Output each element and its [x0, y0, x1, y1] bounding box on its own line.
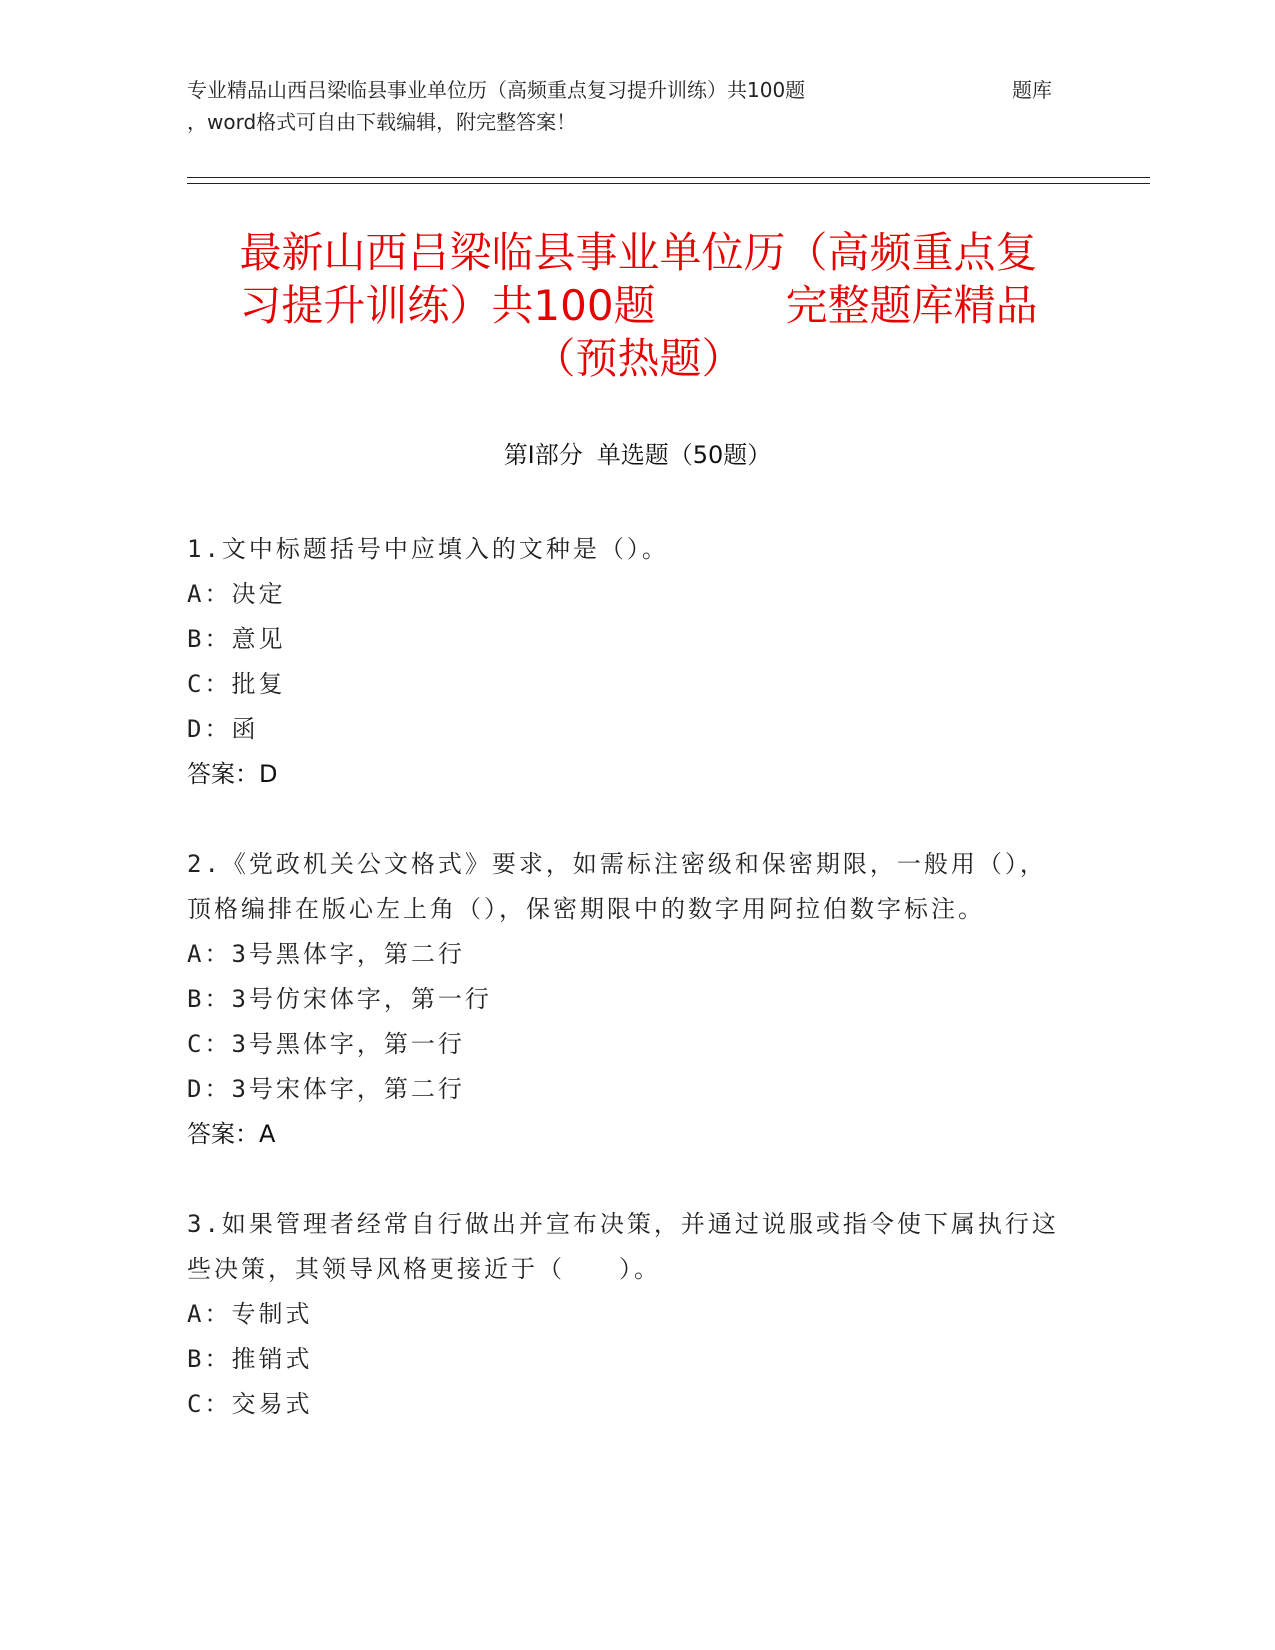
question-text: 3.如果管理者经常自行做出并宣布决策，并通过说服或指令使下属执行这些决策，其领导风格更接近于（ ）。: [187, 1210, 1059, 1283]
section-heading: [0, 438, 1275, 472]
header-text: 专业精品山西吕梁临县事业单位历（高频重点复习提升训练）共100题: [187, 78, 806, 102]
title-line-3: （预热题）: [533, 334, 744, 383]
header-line-2: ，word格式可自由下载编辑，附完整答案！: [187, 110, 577, 134]
question-text: 1.文中标题括号中应填入的文种是（）。: [187, 535, 669, 563]
option: C：批复: [187, 670, 286, 698]
option: A：3号黑体字，第二行: [187, 940, 465, 968]
title-line-2b: 完整题库精品: [785, 281, 1038, 330]
option: D：函: [187, 715, 259, 743]
document-title: [187, 226, 1090, 385]
title-line-2: [187, 279, 1090, 332]
header-tag: 题库: [1012, 78, 1052, 102]
option: D：3号宋体字，第二行: [187, 1075, 465, 1103]
option: C：3号黑体字，第一行: [187, 1030, 465, 1058]
option: B：意见: [187, 625, 286, 653]
page-header: [187, 74, 1112, 138]
option: C：交易式: [187, 1390, 313, 1418]
header-line-1: [187, 74, 1112, 106]
title-line-1: 最新山西吕梁临县事业单位历（高频重点复: [239, 228, 1038, 277]
option: A：决定: [187, 580, 286, 608]
header-divider-2: [187, 183, 1150, 184]
section-name: 单选题（50题）: [596, 441, 772, 469]
header-divider: [187, 177, 1150, 178]
question-text: 2.《党政机关公文格式》要求，如需标注密级和保密期限，一般用（），顶格编排在版心左上角（），保密期限中的数字用阿拉伯数字标注。: [187, 850, 1047, 923]
question-list: [187, 527, 1067, 1472]
option: A：专制式: [187, 1300, 313, 1328]
question: [187, 527, 1067, 797]
question: [187, 1202, 1067, 1427]
answer: 答案：D: [187, 760, 278, 788]
answer: 答案：A: [187, 1120, 276, 1148]
option: B：3号仿宋体字，第一行: [187, 985, 492, 1013]
section-part: 第Ⅰ部分: [503, 441, 583, 469]
question: [187, 842, 1067, 1157]
title-line-2a: 习提升训练）共100题: [239, 281, 656, 330]
option: B：推销式: [187, 1345, 313, 1373]
